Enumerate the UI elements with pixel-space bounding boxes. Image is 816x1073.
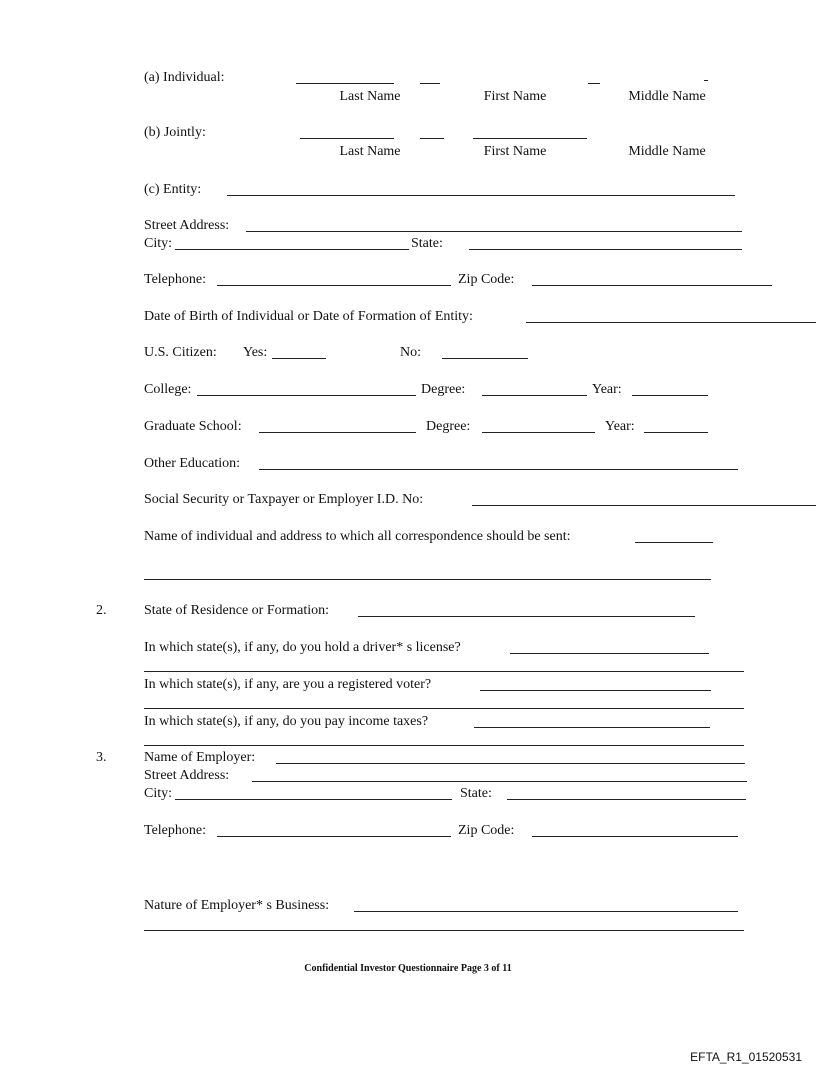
- citizen-yes-field[interactable]: [272, 358, 326, 359]
- grad-degree-label: Degree:: [426, 419, 471, 434]
- income-taxes-underline: [144, 745, 744, 746]
- individual-middle-name-caption: Middle Name: [628, 89, 706, 104]
- employer-zip-field[interactable]: [532, 836, 738, 837]
- employer-name-field[interactable]: [276, 763, 745, 764]
- residence-label: State of Residence or Formation:: [144, 603, 330, 618]
- employer-city-label: City:: [144, 786, 173, 801]
- jointly-last-line[interactable]: [300, 138, 394, 139]
- drivers-license-field[interactable]: [510, 653, 709, 654]
- employer-state-label: State:: [460, 786, 492, 801]
- registered-voter-label: In which state(s), if any, are you a registered voter?: [144, 677, 432, 692]
- grad-year-field[interactable]: [644, 432, 708, 433]
- jointly-last-name-caption: Last Name: [339, 144, 401, 159]
- employer-street-label: Street Address:: [144, 768, 230, 783]
- section-3-number: 3.: [96, 750, 107, 765]
- employer-telephone-label: Telephone:: [144, 823, 206, 838]
- jointly-first-name-caption: First Name: [483, 144, 547, 159]
- jointly-first-line[interactable]: [473, 138, 587, 139]
- registered-voter-underline: [144, 708, 744, 709]
- page-footer: Confidential Investor Questionnaire Page 3 of 11: [304, 963, 512, 974]
- income-taxes-field[interactable]: [474, 727, 710, 728]
- section-2-number: 2.: [96, 603, 107, 618]
- grad-degree-field[interactable]: [482, 432, 595, 433]
- individual-last-line[interactable]: [296, 83, 394, 84]
- individual-last-name-caption: Last Name: [339, 89, 401, 104]
- dob-label: Date of Birth of Individual or Date of Formation of Entity:: [144, 309, 473, 324]
- correspondence-field[interactable]: [635, 542, 713, 543]
- correspondence-field-line-2[interactable]: [144, 579, 711, 580]
- jointly-label: (b) Jointly:: [144, 125, 206, 140]
- employer-state-field[interactable]: [507, 799, 746, 800]
- employer-name-label: Name of Employer:: [144, 750, 256, 765]
- college-year-field[interactable]: [632, 395, 708, 396]
- city-label: City:: [144, 236, 173, 251]
- business-nature-field-line-2[interactable]: [144, 930, 744, 931]
- graduate-school-field[interactable]: [259, 432, 416, 433]
- zip-code-label: Zip Code:: [458, 272, 515, 287]
- other-education-label: Other Education:: [144, 456, 241, 471]
- jointly-sep-line: [420, 138, 444, 139]
- income-taxes-label: In which state(s), if any, do you pay income taxes?: [144, 714, 429, 729]
- citizen-no-label: No:: [400, 345, 421, 360]
- correspondence-label: Name of individual and address to which all correspondence should be sent:: [144, 529, 571, 544]
- street-address-field[interactable]: [246, 231, 742, 232]
- employer-zip-label: Zip Code:: [458, 823, 515, 838]
- street-address-label: Street Address:: [144, 218, 230, 233]
- city-field[interactable]: [175, 249, 409, 250]
- college-year-label: Year:: [592, 382, 622, 397]
- citizen-no-field[interactable]: [442, 358, 528, 359]
- other-education-field[interactable]: [259, 469, 738, 470]
- college-label: College:: [144, 382, 192, 397]
- state-field[interactable]: [469, 249, 742, 250]
- employer-telephone-field[interactable]: [217, 836, 451, 837]
- zip-code-field[interactable]: [532, 285, 772, 286]
- employer-street-field[interactable]: [252, 781, 747, 782]
- citizen-yes-label: Yes:: [243, 345, 268, 360]
- college-degree-label: Degree:: [421, 382, 466, 397]
- individual-first-name-caption: First Name: [483, 89, 547, 104]
- drivers-license-underline: [144, 671, 744, 672]
- document-id: EFTA_R1_01520531: [690, 1050, 802, 1064]
- jointly-middle-name-caption: Middle Name: [628, 144, 706, 159]
- graduate-school-label: Graduate School:: [144, 419, 242, 434]
- state-label: State:: [411, 236, 443, 251]
- dob-field[interactable]: [526, 322, 816, 323]
- drivers-license-label: In which state(s), if any, do you hold a driver* s license?: [144, 640, 461, 655]
- registered-voter-field[interactable]: [480, 690, 711, 691]
- individual-first-line[interactable]: [588, 83, 600, 84]
- employer-city-field[interactable]: [175, 799, 452, 800]
- college-degree-field[interactable]: [482, 395, 587, 396]
- business-nature-field[interactable]: [354, 911, 738, 912]
- individual-sep-line: [420, 83, 440, 84]
- business-nature-label: Nature of Employer* s Business:: [144, 898, 330, 913]
- us-citizen-label: U.S. Citizen:: [144, 345, 217, 360]
- grad-year-label: Year:: [605, 419, 635, 434]
- individual-middle-line[interactable]: [704, 80, 708, 81]
- entity-field[interactable]: [227, 195, 735, 196]
- telephone-label: Telephone:: [144, 272, 206, 287]
- entity-label: (c) Entity:: [144, 182, 202, 197]
- ssn-label: Social Security or Taxpayer or Employer I.D. No:: [144, 492, 424, 507]
- ssn-field[interactable]: [472, 505, 816, 506]
- individual-label: (a) Individual:: [144, 70, 225, 85]
- residence-field[interactable]: [358, 616, 695, 617]
- college-field[interactable]: [197, 395, 416, 396]
- telephone-field[interactable]: [217, 285, 451, 286]
